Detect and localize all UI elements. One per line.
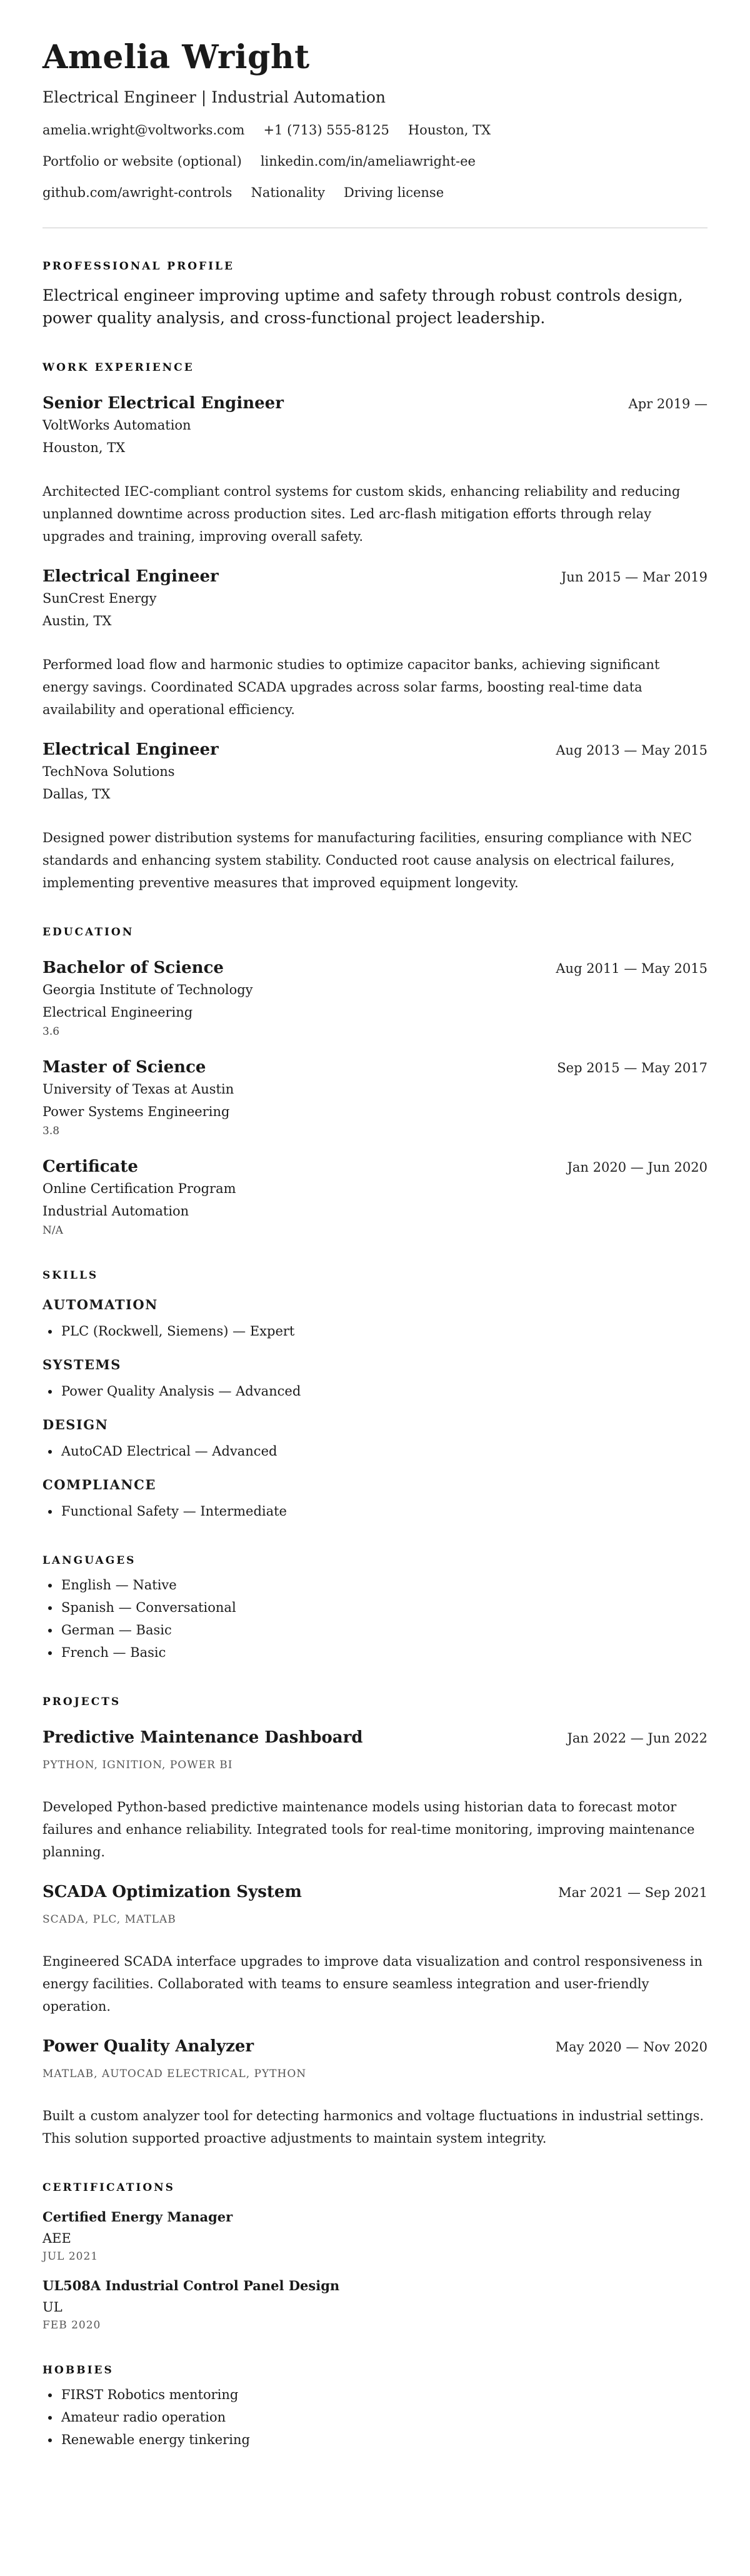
certification-entry bbox=[42, 2208, 708, 2263]
education-section bbox=[42, 925, 708, 1237]
project-dates: May 2020 — Nov 2020 bbox=[555, 2040, 708, 2055]
skill-item: • Power Quality Analysis — Advanced bbox=[60, 1380, 708, 1402]
contact-row-1 bbox=[42, 121, 708, 139]
hobby-item: • Amateur radio operation bbox=[60, 2406, 708, 2428]
field-of-study: Power Systems Engineering bbox=[42, 1104, 230, 1119]
education-entry bbox=[42, 958, 708, 1039]
projects-section bbox=[42, 1695, 708, 2150]
job-title: Electrical Engineer bbox=[42, 567, 219, 586]
certification-entry bbox=[42, 2277, 708, 2332]
profile-summary: Electrical engineer improving uptime and safety through robust controls design, power quality analysis, and cross-functional project leadership. bbox=[42, 286, 683, 327]
certification-date: JUL 2021 bbox=[42, 2250, 99, 2263]
resume-header bbox=[42, 38, 708, 201]
education-dates: Jan 2020 — Jun 2020 bbox=[567, 1160, 708, 1175]
certification-issuer: UL bbox=[42, 2300, 62, 2315]
certification-issuer: AEE bbox=[42, 2231, 71, 2246]
education-dates: Aug 2011 — May 2015 bbox=[556, 961, 708, 976]
education-dates: Sep 2015 — May 2017 bbox=[557, 1060, 708, 1075]
skill-category: DESIGN bbox=[42, 1417, 109, 1432]
language-list bbox=[42, 1574, 708, 1664]
job-location: Dallas, TX bbox=[42, 787, 111, 802]
contact-email[interactable]: amelia.wright@voltworks.com bbox=[42, 123, 245, 138]
project-description: Built a custom analyzer tool for detecting harmonics and voltage fluctuations in industrial settings. This solution supported proactive adjustments to maintain system integrity. bbox=[42, 2108, 704, 2146]
project-dates: Jan 2022 — Jun 2022 bbox=[567, 1731, 708, 1746]
hobby-list bbox=[42, 2383, 708, 2451]
contact-driving-license: Driving license bbox=[343, 185, 444, 200]
contact-location: Houston, TX bbox=[408, 123, 491, 138]
contact-row-3 bbox=[42, 184, 708, 201]
skill-item: • Functional Safety — Intermediate bbox=[60, 1500, 708, 1522]
project-entry bbox=[42, 1882, 708, 2018]
project-name: Predictive Maintenance Dashboard bbox=[42, 1728, 363, 1747]
section-title-profile: PROFESSIONAL PROFILE bbox=[42, 260, 234, 273]
language-item: • German — Basic bbox=[60, 1619, 708, 1641]
project-entry bbox=[42, 2036, 708, 2150]
experience-entry bbox=[42, 393, 708, 548]
skill-item: • AutoCAD Electrical — Advanced bbox=[60, 1440, 708, 1462]
field-of-study: Industrial Automation bbox=[42, 1204, 189, 1219]
hobbies-section bbox=[42, 2363, 708, 2451]
skill-category: SYSTEMS bbox=[42, 1357, 121, 1372]
contact-github[interactable]: github.com/awright-controls bbox=[42, 185, 232, 200]
languages-section bbox=[42, 1554, 708, 1664]
experience-section bbox=[42, 361, 708, 894]
job-company: TechNova Solutions bbox=[42, 764, 175, 779]
project-description: Developed Python-based predictive maintenance models using historian data to forecast motor failures and enhance reliability. Integrated tools for real-time monitoring, improving maintenance planning. bbox=[42, 1799, 695, 1859]
school-name: Online Certification Program bbox=[42, 1181, 236, 1196]
degree-title: Master of Science bbox=[42, 1058, 206, 1077]
job-description: Performed load flow and harmonic studies to optimize capacitor banks, achieving significant energy savings. Coordinated SCADA upgrades across solar farms, boosting real-time data availability and operational efficiency. bbox=[42, 657, 660, 717]
section-title-skills: SKILLS bbox=[42, 1269, 99, 1282]
skill-list bbox=[42, 1500, 708, 1522]
job-company: SunCrest Energy bbox=[42, 591, 157, 606]
certification-name: Certified Energy Manager bbox=[42, 2209, 233, 2225]
job-description: Designed power distribution systems for manufacturing facilities, ensuring compliance with NEC standards and enhancing system stability. Conducted root cause analysis on electrical failures, implementing preventive measures that improved equipment longevity. bbox=[42, 830, 692, 890]
education-entry bbox=[42, 1057, 708, 1138]
gpa-value: 3.6 bbox=[42, 1025, 60, 1038]
certification-date: FEB 2020 bbox=[42, 2319, 101, 2332]
candidate-name: Amelia Wright bbox=[42, 38, 310, 76]
school-name: Georgia Institute of Technology bbox=[42, 982, 253, 997]
job-dates: Aug 2013 — May 2015 bbox=[556, 743, 708, 758]
contact-phone[interactable]: +1 (713) 555-8125 bbox=[263, 123, 389, 138]
headline: Electrical Engineer | Industrial Automation bbox=[42, 88, 386, 106]
section-title-certifications: CERTIFICATIONS bbox=[42, 2181, 175, 2194]
contact-portfolio[interactable]: Portfolio or website (optional) bbox=[42, 154, 242, 169]
hobby-item: • FIRST Robotics mentoring bbox=[60, 2383, 708, 2406]
section-title-experience: WORK EXPERIENCE bbox=[42, 361, 194, 374]
certification-name: UL508A Industrial Control Panel Design bbox=[42, 2278, 340, 2293]
experience-entry bbox=[42, 566, 708, 721]
skill-category: COMPLIANCE bbox=[42, 1477, 156, 1492]
section-title-education: EDUCATION bbox=[42, 926, 134, 938]
school-name: University of Texas at Austin bbox=[42, 1082, 234, 1097]
hobby-item: • Renewable energy tinkering bbox=[60, 2428, 708, 2451]
skill-list bbox=[42, 1320, 708, 1342]
section-title-hobbies: HOBBIES bbox=[42, 2364, 114, 2377]
job-location: Houston, TX bbox=[42, 440, 126, 455]
section-title-projects: PROJECTS bbox=[42, 1696, 121, 1708]
job-dates: Jun 2015 — Mar 2019 bbox=[561, 570, 708, 585]
project-dates: Mar 2021 — Sep 2021 bbox=[558, 1885, 708, 1900]
job-location: Austin, TX bbox=[42, 613, 112, 628]
education-entry bbox=[42, 1157, 708, 1237]
project-tags: PYTHON, IGNITION, POWER BI bbox=[42, 1759, 233, 1771]
project-name: SCADA Optimization System bbox=[42, 1883, 302, 1901]
degree-title: Bachelor of Science bbox=[42, 958, 224, 977]
project-tags: SCADA, PLC, MATLAB bbox=[42, 1913, 176, 1926]
skill-item: • PLC (Rockwell, Siemens) — Expert bbox=[60, 1320, 708, 1342]
certifications-section bbox=[42, 2181, 708, 2332]
contact-row-2 bbox=[42, 153, 708, 170]
skill-list bbox=[42, 1440, 708, 1462]
project-name: Power Quality Analyzer bbox=[42, 2037, 254, 2056]
job-description: Architected IEC-compliant control systems for custom skids, enhancing reliability and reducing unplanned downtime across production sites. Led arc-flash mitigation efforts through relay upgrades and training, improving overall safety. bbox=[42, 484, 681, 544]
skills-section bbox=[42, 1269, 708, 1522]
gpa-value: 3.8 bbox=[42, 1125, 60, 1137]
section-title-languages: LANGUAGES bbox=[42, 1554, 136, 1567]
contact-nationality: Nationality bbox=[251, 185, 325, 200]
project-tags: MATLAB, AUTOCAD ELECTRICAL, PYTHON bbox=[42, 2068, 307, 2080]
degree-title: Certificate bbox=[42, 1157, 138, 1176]
job-dates: Apr 2019 — bbox=[628, 396, 708, 411]
job-title: Electrical Engineer bbox=[42, 740, 219, 759]
profile-section bbox=[42, 259, 708, 330]
language-item: • Spanish — Conversational bbox=[60, 1596, 708, 1619]
gpa-value: N/A bbox=[42, 1224, 63, 1237]
project-description: Engineered SCADA interface upgrades to improve data visualization and control responsiveness in energy facilities. Collaborated with teams to ensure seamless integration and user-friendly operation. bbox=[42, 1954, 703, 2014]
experience-entry bbox=[42, 740, 708, 894]
contact-linkedin[interactable]: linkedin.com/in/ameliawright-ee bbox=[260, 154, 476, 169]
language-item: • English — Native bbox=[60, 1574, 708, 1596]
language-item: • French — Basic bbox=[60, 1641, 708, 1664]
project-entry bbox=[42, 1728, 708, 1863]
skill-category: AUTOMATION bbox=[42, 1297, 158, 1312]
job-title: Senior Electrical Engineer bbox=[42, 394, 284, 413]
skill-list bbox=[42, 1380, 708, 1402]
job-company: VoltWorks Automation bbox=[42, 418, 191, 433]
field-of-study: Electrical Engineering bbox=[42, 1005, 193, 1020]
